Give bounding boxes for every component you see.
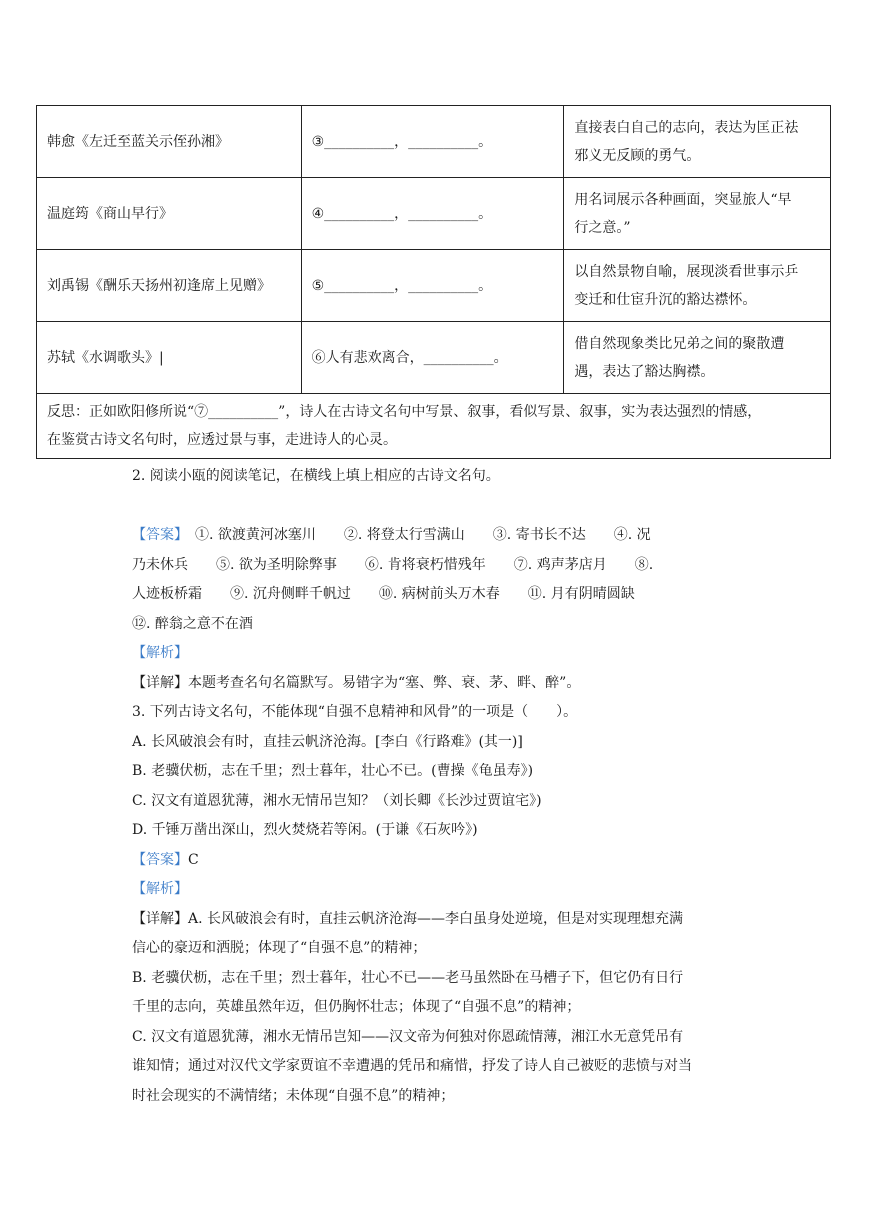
note-cell <box>564 322 831 394</box>
reflection-row <box>37 394 831 459</box>
answer-text: C <box>188 851 199 868</box>
answer-text: 人迹板桥霜 ⑨. 沉舟侧畔千帆过 ⑩. 病树前头万木春 ⑪. 月有阴晴圆缺 <box>132 586 635 602</box>
detail-text: 【详解】本题考查名句名篇默写。易错字为“塞、弊、衰、茅、畔、醉”。 <box>132 674 581 691</box>
detail-text: 【详解】A. 长风破浪会有时，直挂云帆济沧海——李白虽身处逆境，但是对实现理想充满 <box>132 910 684 927</box>
detail-text: 信心的豪迈和洒脱；体现了“自强不息”的精神； <box>132 940 427 956</box>
author-cell: 韩愈《左迁至蓝关示侄孙湘》 <box>37 106 302 178</box>
author-cell: 苏轼《水调歌头》| <box>37 322 302 394</box>
note-line: 借自然现象类比兄弟之间的聚散遭 <box>574 335 785 352</box>
table-row <box>37 178 831 250</box>
option-d: D. 千锤万凿出深山，烈火焚烧若等闲。(于谦《石灰吟》) <box>132 822 478 838</box>
note-line: 邪义无反顾的勇气。 <box>574 147 701 164</box>
question-3-stem: 3. 下列古诗文名句，不能体现“自强不息精神和风骨”的一项是（ ）。 <box>132 704 578 720</box>
author-cell: 刘禹锡《酬乐天扬州初逢席上见赠》 <box>37 250 302 322</box>
note-cell <box>564 250 831 322</box>
analysis-tag: 【解析】 <box>132 881 188 897</box>
answer-text: ①. 欲渡黄河冰塞川 ②. 将登太行雪满山 ③. 寄书长不达 ④. 况 <box>195 527 651 543</box>
note-line: 行之意。” <box>574 219 631 236</box>
note-line: 变迁和仕宦升沉的豁达襟怀。 <box>574 291 757 308</box>
detail-text: 千里的志向，英雄虽然年迈，但仍胸怀壮志；体现了“自强不息”的精神； <box>132 999 581 1015</box>
blank-cell: ③__________，__________。 <box>301 106 564 178</box>
option-c: C. 汉文有道恩犹薄，湘水无情吊岂知？（刘长卿《长沙过贾谊宅》) <box>132 792 542 809</box>
option-a: A. 长风破浪会有时，直挂云帆济沧海。[李白《行路难》(其一)] <box>132 733 523 750</box>
answer-tag: 【答案】 <box>132 851 188 868</box>
note-line: 用名词展示各种画面，突显旅人“早 <box>574 191 792 208</box>
question-content <box>132 462 740 1111</box>
detail-text: C. 汉文有道恩犹薄，湘水无情吊岂知——汉文帝为何独对你恩疏情薄，湘江水无意凭吊有 <box>132 1028 684 1045</box>
analysis-tag: 【解析】 <box>132 645 188 661</box>
blank-cell: ④__________，__________。 <box>301 178 564 250</box>
answer-text: 乃未休兵 ⑤. 欲为圣明除弊事 ⑥. 肯将衰朽惜残年 ⑦. 鸡声茅店月 ⑧. <box>132 556 654 573</box>
note-cell <box>564 178 831 250</box>
reflection-line: 反思：正如欧阳修所说“⑦__________”，诗人在古诗文名句中写景、叙事，看似写景、叙事，实为表达强烈的情感， <box>47 404 762 420</box>
answer-line <box>132 521 740 551</box>
note-line: 遇，表达了豁达胸襟。 <box>574 363 715 380</box>
reflection-line: 在鉴赏古诗文名句时，应透过景与事，走进诗人的心灵。 <box>47 432 397 448</box>
blank-cell: ⑤__________，__________。 <box>301 250 564 322</box>
note-cell <box>564 106 831 178</box>
detail-text: 谁知情；通过对汉代文学家贾谊不幸遭遇的凭吊和痛惜，抒发了诗人自己被贬的悲愤与对当 <box>132 1058 692 1074</box>
question-2-stem: 2. 阅读小瓯的阅读笔记，在横线上填上相应的古诗文名句。 <box>132 468 500 484</box>
detail-text: B. 老骥伏枥，志在千里；烈士暮年，壮心不已——老马虽然卧在马槽子下，但它仍有日行 <box>132 969 684 986</box>
answer-tag: 【答案】 <box>132 527 181 543</box>
reflection-cell <box>37 394 831 459</box>
note-line: 以自然景物自喻，展现淡看世事示乒 <box>574 263 799 280</box>
note-line: 直接表白自己的志向，表达为匡正祛 <box>574 119 799 136</box>
table-row <box>37 250 831 322</box>
answer-text: ⑫. 醉翁之意不在酒 <box>132 615 253 632</box>
table-row <box>37 322 831 394</box>
detail-text: 时社会现实的不满情绪；未体现“自强不息”的精神； <box>132 1087 455 1104</box>
blank-cell: ⑥人有悲欢离合，__________。 <box>301 322 564 394</box>
option-b: B. 老骥伏枥，志在千里；烈士暮年，壮心不已。(曹操《龟虽寿》) <box>132 763 534 779</box>
table-row <box>37 106 831 178</box>
reading-notes-table <box>36 105 831 459</box>
author-cell: 温庭筠《商山早行》 <box>37 178 302 250</box>
answer-line <box>132 846 740 876</box>
